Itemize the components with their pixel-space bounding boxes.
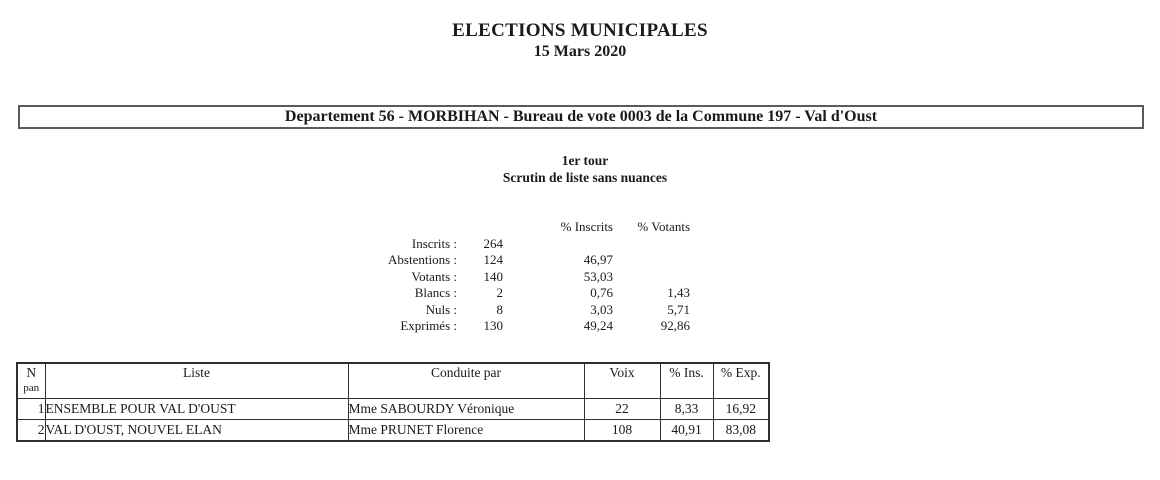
col-header-conduite: Conduite par — [348, 363, 584, 399]
stat-pct-votants — [613, 236, 690, 253]
stat-label: Votants : — [411, 268, 457, 284]
stat-label: Nuls : — [425, 301, 457, 317]
bureau-banner — [18, 105, 1144, 129]
results-table — [16, 362, 770, 442]
stat-pct-inscrits — [503, 236, 613, 253]
stat-label: Blancs : — [414, 285, 457, 300]
participation-header-pct-inscrits: % Inscrits — [560, 219, 613, 234]
document-header — [0, 19, 1160, 61]
results-row — [17, 420, 769, 442]
participation-row-inscrits — [347, 236, 690, 253]
bureau-banner-text: Departement 56 - MORBIHAN - Bureau de vote 0003 de la Commune 197 - Val d'Oust — [284, 108, 878, 125]
list-name: ENSEMBLE POUR VAL D'OUST — [45, 399, 348, 420]
stat-pct-votants: 5,71 — [667, 301, 690, 317]
participation-row-nuls — [347, 302, 690, 319]
participation-header-spacer — [347, 219, 457, 236]
stat-pct-inscrits: 3,03 — [590, 301, 613, 317]
col-header-pct-exp: % Exp. — [713, 363, 769, 399]
col-header-liste: Liste — [45, 363, 348, 399]
participation-header-row — [347, 219, 690, 236]
stat-pct-votants: 92,86 — [660, 318, 690, 333]
participation-row-abstentions — [347, 252, 690, 269]
col-header-voix: Voix — [584, 363, 660, 399]
list-pct-ins: 8,33 — [660, 399, 713, 420]
col-header-pct-ins: % Ins. — [660, 363, 713, 399]
stat-label: Inscrits : — [411, 235, 457, 251]
col-header-num-top: N — [26, 365, 37, 380]
stat-label: Abstentions : — [388, 252, 457, 267]
participation-table — [347, 219, 690, 335]
list-leader: Mme PRUNET Florence — [348, 420, 584, 442]
tour-block — [10, 152, 1160, 186]
document-title: ELECTIONS MUNICIPALES — [452, 20, 708, 41]
list-number: 1 — [17, 399, 45, 420]
stat-pct-inscrits: 53,03 — [583, 268, 613, 284]
col-header-num — [17, 363, 45, 399]
list-pct-exp: 83,08 — [713, 420, 769, 442]
results-header-row — [17, 363, 769, 399]
stat-count: 140 — [483, 268, 503, 284]
participation-row-blancs — [347, 285, 690, 302]
results-row — [17, 399, 769, 420]
stat-pct-inscrits: 49,24 — [583, 318, 613, 333]
tour-round: 1er tour — [561, 153, 609, 168]
stat-pct-inscrits: 46,97 — [583, 252, 613, 267]
stat-pct-inscrits: 0,76 — [590, 285, 613, 300]
stat-count: 130 — [483, 318, 503, 333]
participation-row-exprimes — [347, 318, 690, 335]
stat-pct-votants — [613, 252, 690, 269]
document-date: 15 Mars 2020 — [533, 43, 627, 60]
participation-header-spacer — [457, 219, 503, 236]
col-header-num-bottom: pan — [23, 382, 40, 394]
stat-count: 2 — [496, 285, 503, 300]
list-pct-exp: 16,92 — [713, 399, 769, 420]
stat-count: 8 — [496, 301, 503, 317]
participation-row-votants — [347, 269, 690, 286]
list-voix: 108 — [584, 420, 660, 442]
stat-count: 264 — [483, 235, 503, 251]
participation-header-pct-votants: % Votants — [637, 219, 690, 234]
list-voix: 22 — [584, 399, 660, 420]
stat-pct-votants — [613, 269, 690, 286]
stat-pct-votants: 1,43 — [667, 285, 690, 300]
list-number: 2 — [17, 420, 45, 442]
tour-mode: Scrutin de liste sans nuances — [502, 170, 668, 185]
list-name: VAL D'OUST, NOUVEL ELAN — [45, 420, 348, 442]
list-leader: Mme SABOURDY Véronique — [348, 399, 584, 420]
stat-count: 124 — [483, 252, 503, 267]
stat-label: Exprimés : — [400, 318, 457, 333]
list-pct-ins: 40,91 — [660, 420, 713, 442]
